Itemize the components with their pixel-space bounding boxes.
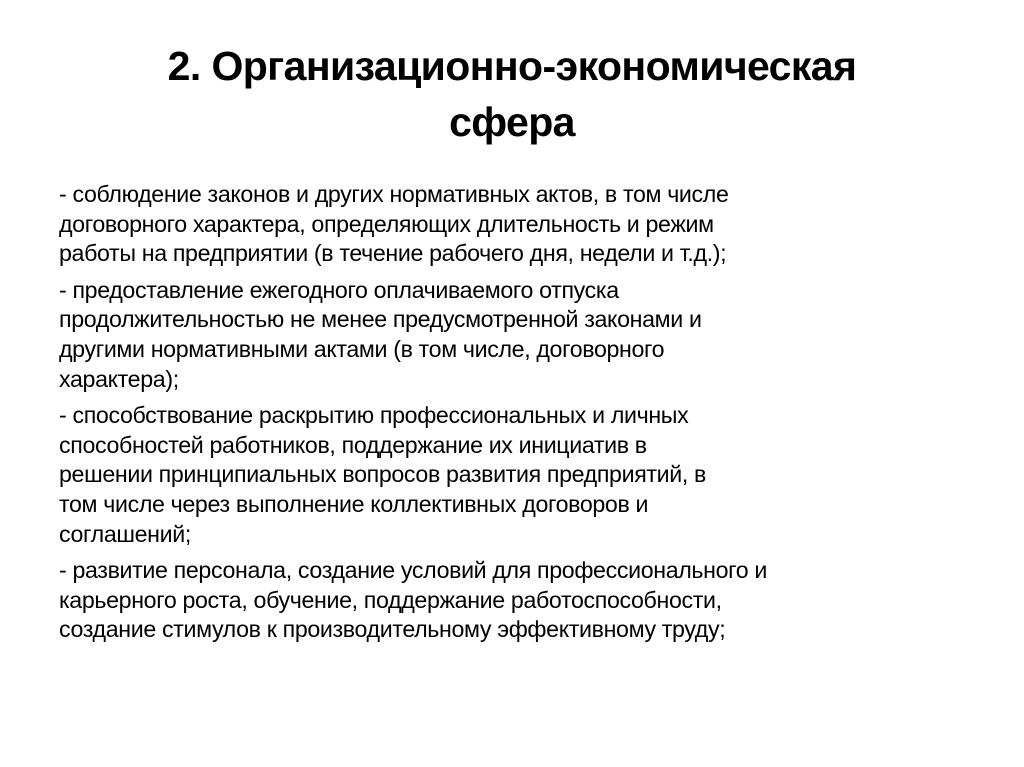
bullet-line: договорного характера, определяющих длительность и режим bbox=[59, 210, 714, 237]
bullet-line: - предоставление ежегодного оплачиваемого отпуска bbox=[59, 276, 619, 303]
bullet-line: - развитие персонала, создание условий для профессионального и bbox=[59, 557, 767, 584]
bullet-item bbox=[59, 180, 989, 269]
bullet-line: характера); bbox=[59, 365, 179, 392]
bullet-line: решении принципиальных вопросов развития предприятий, в bbox=[59, 461, 707, 488]
bullet-line: - соблюдение законов и других нормативных актов, в том числе bbox=[59, 181, 729, 207]
bullet-line: карьерного роста, обучение, поддержание работоспособности, bbox=[59, 586, 722, 613]
bullet-list bbox=[59, 180, 989, 652]
title-line: 2. Организационно-экономическая bbox=[167, 43, 857, 89]
bullet-line: соглашений; bbox=[59, 520, 191, 547]
bullet-item bbox=[59, 556, 989, 645]
bullet-item bbox=[59, 401, 989, 549]
bullet-line: - способствование раскрытию профессиональных и личных bbox=[59, 402, 689, 429]
bullet-line: способностей работников, поддержание их инициатив в bbox=[59, 431, 647, 458]
slide-title bbox=[40, 38, 984, 150]
bullet-line: работы на предприятии (в течение рабочего дня, недели и т.д.); bbox=[59, 240, 727, 267]
bullet-line: создание стимулов к производительному эффективному труду; bbox=[59, 616, 726, 643]
bullet-item bbox=[59, 276, 989, 394]
bullet-line: продолжительностью не менее предусмотренной законами и bbox=[59, 306, 702, 333]
bullet-line: другими нормативными актами (в том числе, договорного bbox=[59, 335, 665, 362]
bullet-line: том числе через выполнение коллективных договоров и bbox=[59, 490, 649, 517]
title-line: сфера bbox=[449, 99, 575, 145]
